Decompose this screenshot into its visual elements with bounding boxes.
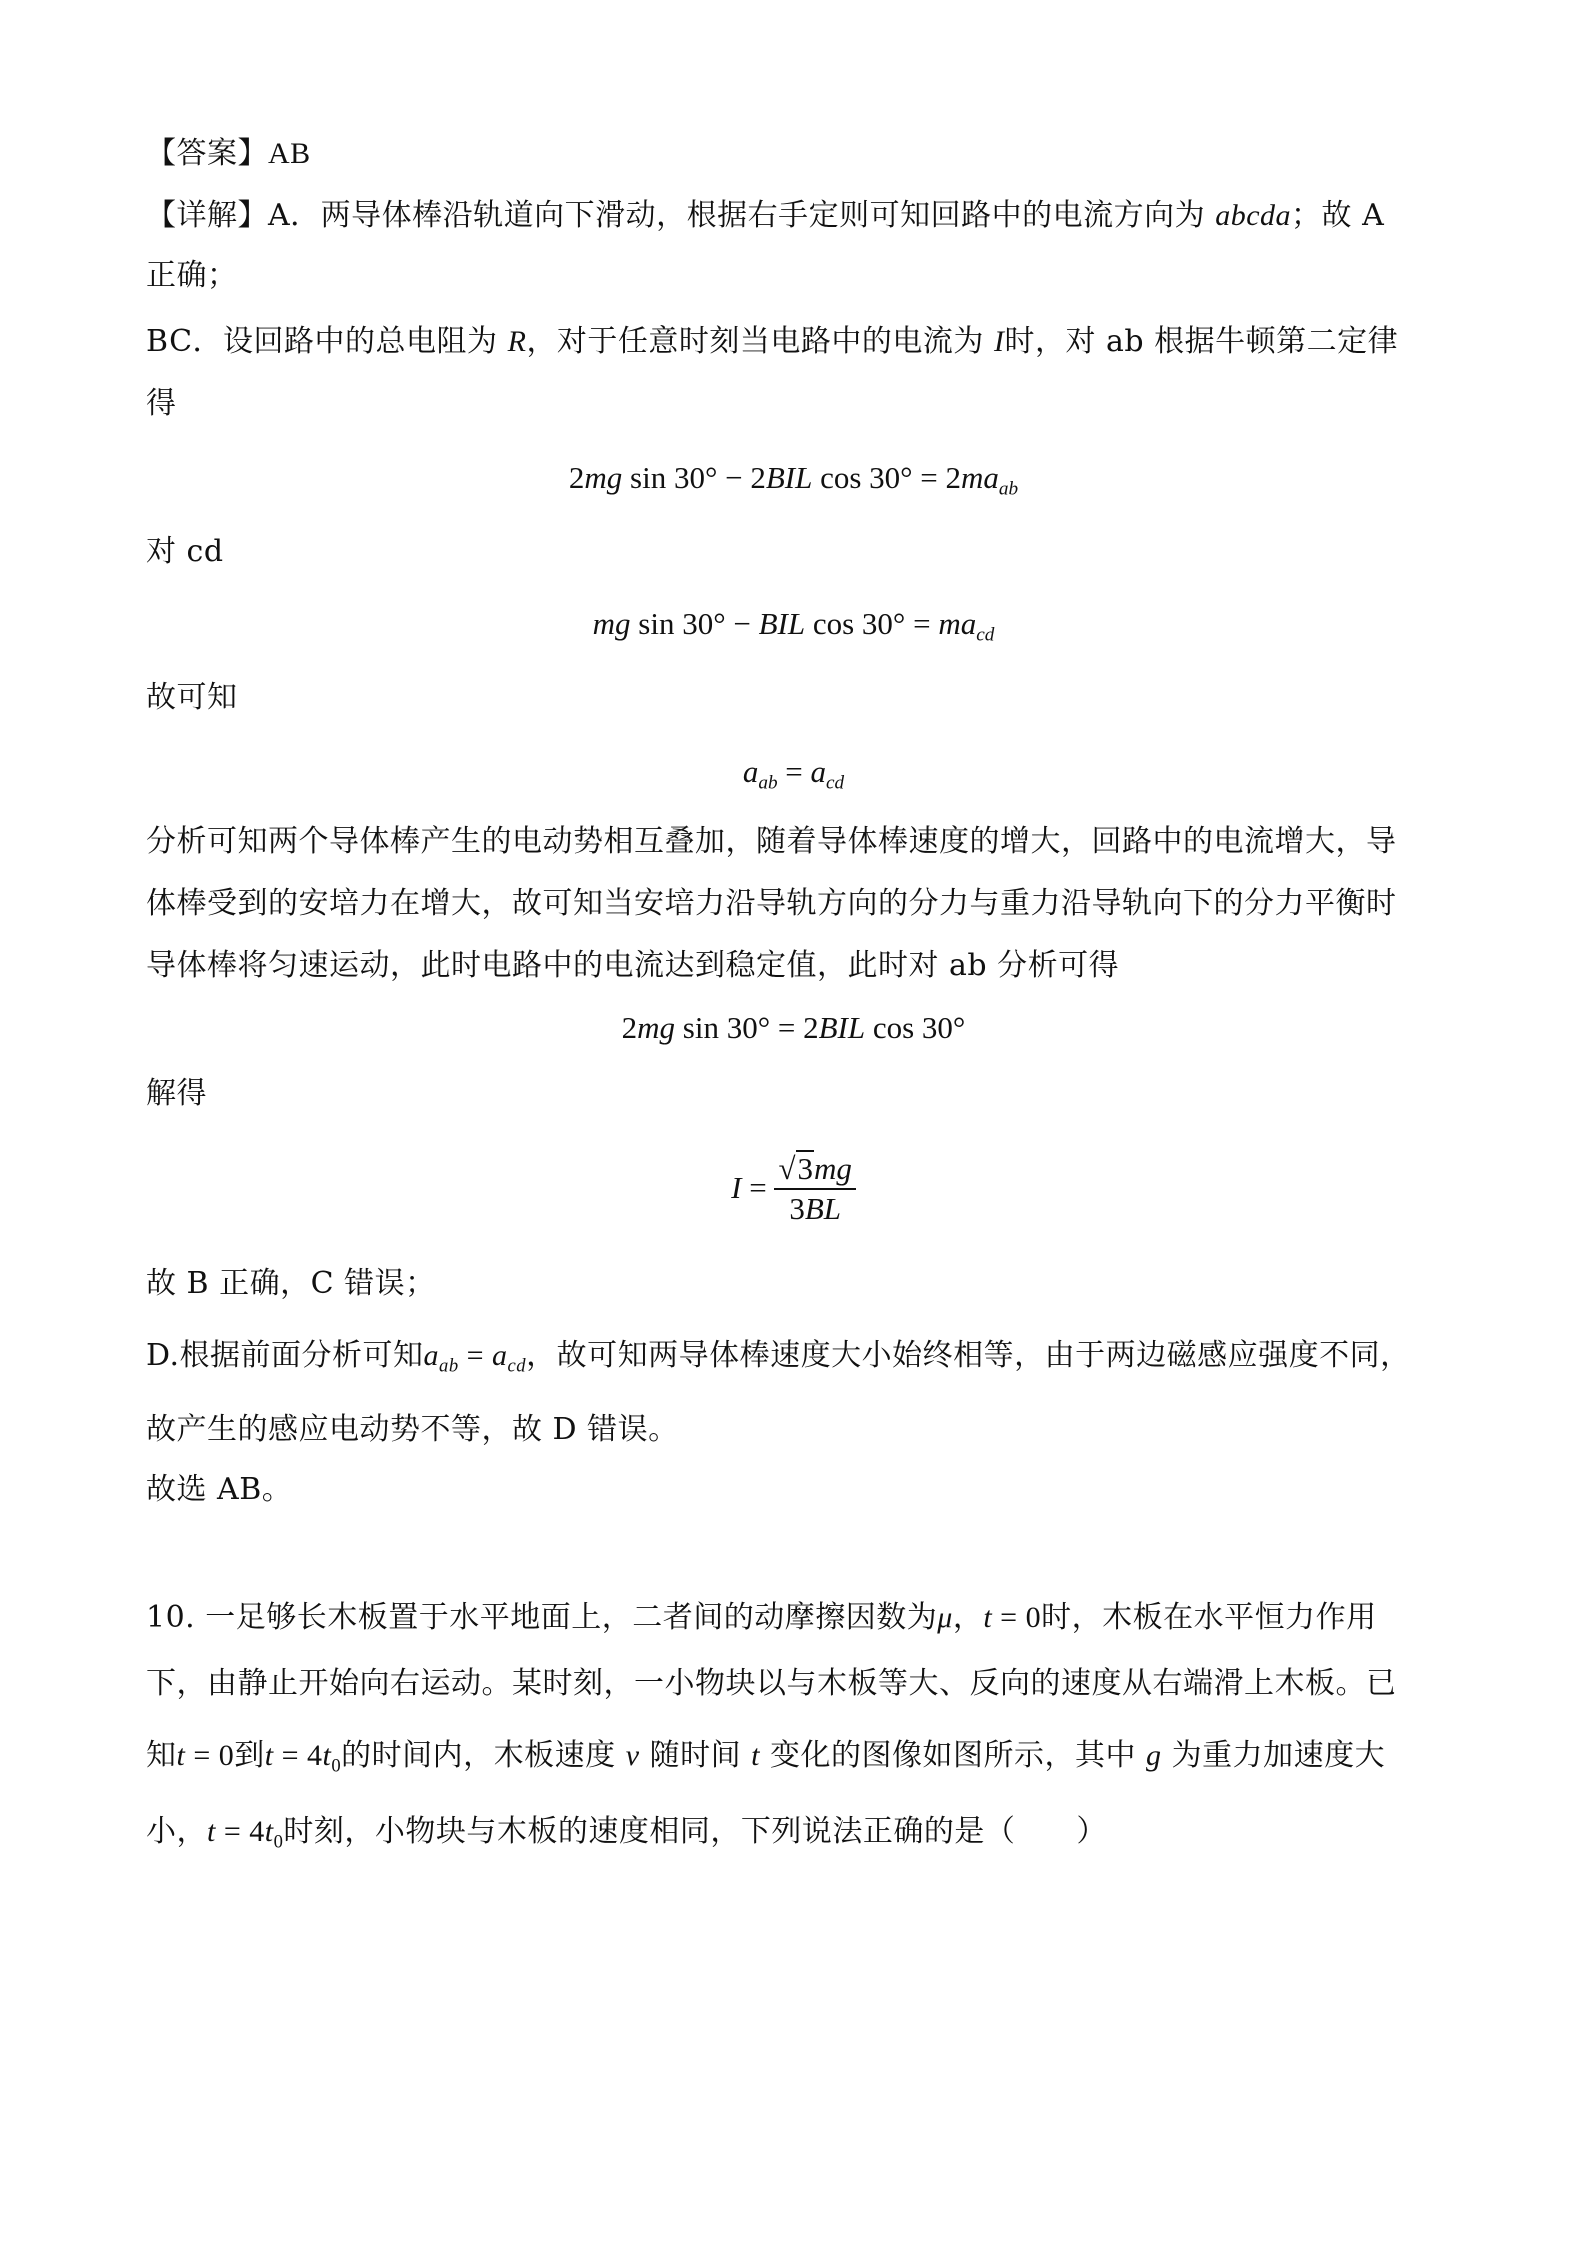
- q10-l4-t0sub: 0: [273, 1831, 284, 1853]
- eq5-den-var: BL: [804, 1191, 841, 1226]
- answer-value: AB: [268, 137, 311, 170]
- detail-bc-line-1: [146, 322, 1398, 362]
- q10-line-4: [146, 1812, 1107, 1852]
- eq3-a2: a: [810, 754, 827, 789]
- q10-l4-a: 小，: [146, 1814, 207, 1849]
- eq5-sqrt-arg: 3: [797, 1151, 813, 1186]
- q10-text-a: 10. 一足够长木板置于水平地面上，二者间的动摩擦因数为: [146, 1600, 938, 1635]
- q10-l3-b: 到: [234, 1738, 265, 1773]
- eq4-bil: BIL: [818, 1010, 866, 1045]
- eq4-mg: mg: [637, 1010, 676, 1045]
- equation-4: [0, 1008, 1587, 1048]
- final-text: 故选 AB。: [146, 1472, 293, 1507]
- detail-a-line-2: [146, 256, 238, 296]
- detail-a-post: ；故 A: [1291, 198, 1385, 233]
- equation-1: [0, 458, 1587, 498]
- hence-line: [146, 678, 238, 718]
- q10-l3-f: 为重力加速度大: [1161, 1738, 1386, 1773]
- eq1-ma: ma: [961, 460, 999, 495]
- eq2-sub: cd: [976, 624, 995, 646]
- eq4-cos: cos 30°: [872, 1010, 966, 1045]
- eq1-sin: sin 30° − 2: [630, 460, 766, 495]
- d-text-b: ，故可知两导体棒速度大小始终相等，由于两边磁感应强度不同，: [526, 1338, 1411, 1373]
- bc-text-b: ，对于任意时刻当电路中的电流为: [526, 324, 984, 359]
- q10-eq: = 0: [992, 1601, 1042, 1634]
- q10-l3-a: 知: [146, 1738, 177, 1773]
- d-eq-sub2: cd: [507, 1355, 527, 1377]
- analysis-text-1: 分析可知两个导体棒产生的电动势相互叠加，随着导体棒速度的增大，回路中的电流增大，导: [146, 824, 1397, 859]
- q10-l3-v: v: [625, 1739, 640, 1772]
- d-eq-a1: a: [423, 1339, 440, 1372]
- q10-l3-eq2: = 4: [273, 1739, 323, 1772]
- eq1-mg: mg: [584, 460, 623, 495]
- q10-line-3: [146, 1736, 1385, 1776]
- q10-l3-t0: t: [322, 1739, 332, 1772]
- eq5-numerator: [774, 1150, 855, 1190]
- d-eq-equals: =: [458, 1339, 493, 1372]
- eq2-ma: ma: [938, 606, 977, 641]
- q10-text-b: ，: [952, 1600, 984, 1635]
- analysis-line-1: [146, 822, 1397, 862]
- eq5-equals: =: [741, 1170, 775, 1205]
- q10-l3-t1: t: [176, 1739, 186, 1772]
- d-eq-a2: a: [492, 1339, 508, 1372]
- q10-l3-tt: t: [751, 1739, 760, 1772]
- q10-l3-t2: t: [264, 1739, 274, 1772]
- analysis-line-2: [146, 884, 1397, 924]
- eq2-sin: sin 30° −: [638, 606, 759, 641]
- eq2-bil: BIL: [758, 606, 806, 641]
- q10-l3-g: g: [1146, 1739, 1162, 1772]
- eq5-den-coef: 3: [789, 1191, 805, 1226]
- eq4-sin: sin 30° = 2: [682, 1010, 819, 1045]
- detail-a-text: A．两导体棒沿轨道向下滑动，根据右手定则可知回路中的电流方向为: [268, 198, 1206, 233]
- eq3-a1: a: [742, 754, 759, 789]
- q10-l4-t0: t: [264, 1815, 274, 1848]
- q10-l4-t: t: [207, 1815, 216, 1848]
- analysis-line-3: [146, 946, 1119, 986]
- answer-label: 【答案】: [146, 136, 268, 171]
- q10-l4-eq: = 4: [215, 1815, 265, 1848]
- q10-l3-c: 的时间内，木板速度: [341, 1738, 626, 1773]
- detail-bc-line-2: [146, 384, 177, 424]
- eq2-mg: mg: [592, 606, 631, 641]
- to-cd-text: 对 cd: [146, 534, 224, 569]
- q10-line-2: [146, 1664, 1397, 1704]
- eq1-sub: ab: [998, 478, 1019, 500]
- bc-text-a: BC．设回路中的总电阻为: [146, 324, 498, 359]
- eq5-lhs: I: [731, 1170, 742, 1205]
- bc-var-I: I: [993, 325, 1005, 358]
- q10-text-c: 时，木板在水平恒力作用: [1041, 1600, 1377, 1635]
- solve-line: [146, 1074, 207, 1114]
- detail-d-line-1: [146, 1336, 1411, 1376]
- d-text-a: D.根据前面分析可知: [146, 1338, 424, 1373]
- detail-d-line-2: [146, 1410, 679, 1450]
- q10-l4-b: 时刻，小物块与木板的速度相同，下列说法正确的是（ ）: [283, 1814, 1107, 1849]
- eq3-equals: =: [777, 754, 811, 789]
- detail-a-line-1: [146, 196, 1384, 236]
- final-line: [146, 1470, 292, 1510]
- q10-l3-d: 随时间: [639, 1738, 752, 1773]
- eq1-coef: 2: [568, 460, 585, 495]
- bc-text-c: 时，对 ab 根据牛顿第二定律: [1004, 324, 1399, 359]
- detail-a-var: abcda: [1215, 199, 1292, 232]
- eq3-sub2: cd: [826, 772, 845, 794]
- equation-3: [0, 752, 1587, 792]
- eq5-num-tail: mg: [813, 1151, 852, 1186]
- q10-line-1: [146, 1598, 1377, 1638]
- eq1-cos: cos 30° = 2: [820, 460, 962, 495]
- eq3-sub1: ab: [758, 772, 778, 794]
- equation-5: [0, 1150, 1587, 1226]
- hence-text: 故可知: [146, 680, 238, 715]
- eq1-bil: BIL: [765, 460, 813, 495]
- to-cd-line: [146, 532, 224, 572]
- equation-2: [0, 604, 1587, 644]
- eq5-fraction: [774, 1150, 855, 1226]
- eq4-coef: 2: [621, 1010, 638, 1045]
- bc-line2-text: 得: [146, 386, 177, 421]
- q10-line2-text: 下，由静止开始向右运动。某时刻，一小物块以与木板等大、反向的速度从右端滑上木板。已: [146, 1666, 1397, 1701]
- q10-l3-t0sub: 0: [331, 1755, 342, 1777]
- d-eq-sub1: ab: [439, 1355, 459, 1377]
- eq5-denominator: [774, 1190, 855, 1226]
- bc-var-R: R: [507, 325, 527, 358]
- q10-l3-eq1: = 0: [185, 1739, 235, 1772]
- analysis-text-2: 体棒受到的安培力在增大，故可知当安培力沿导轨方向的分力与重力沿导轨向下的分力平衡时: [146, 886, 1397, 921]
- detail-a-line2-text: 正确；: [146, 258, 238, 293]
- conclusion-bc-line: [146, 1264, 436, 1304]
- answer-line: [146, 134, 311, 174]
- solve-text: 解得: [146, 1076, 207, 1111]
- detail-label: 【详解】: [146, 198, 268, 233]
- analysis-text-3: 导体棒将匀速运动，此时电路中的电流达到稳定值，此时对 ab 分析可得: [146, 948, 1120, 983]
- conclusion-bc-text: 故 B 正确，C 错误；: [146, 1266, 436, 1301]
- d-line2-text: 故产生的感应电动势不等，故 D 错误。: [146, 1412, 679, 1447]
- sqrt-icon: √: [778, 1151, 796, 1186]
- q10-mu: μ: [937, 1601, 953, 1634]
- q10-l3-e: 变化的图像如图所示，其中: [759, 1738, 1147, 1773]
- eq2-cos: cos 30° =: [812, 606, 939, 641]
- q10-t: t: [983, 1601, 993, 1634]
